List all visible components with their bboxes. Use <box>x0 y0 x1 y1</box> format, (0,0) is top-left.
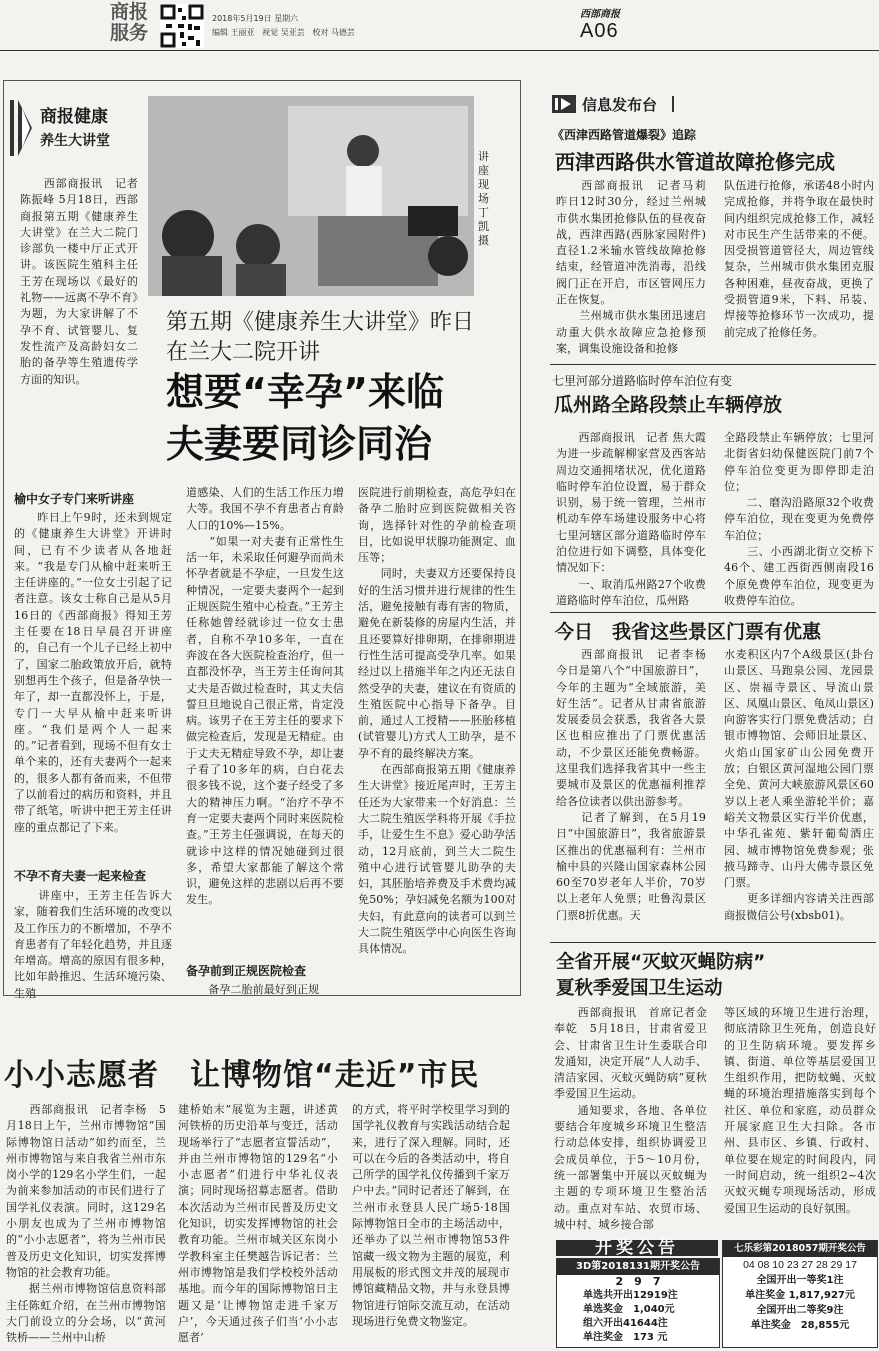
info-section-title: 信息发布台 <box>582 96 658 114</box>
volunteer-col3: 的方式，将平时学校里学习到的国学礼仪教育与实践活动结合起来，进行了深入理解。同时，还可以在今后的各类活动中，将自己所学的国学礼仪传播到千家万户中去。”同时记者还了解到，在兰州市永登县人民广场5·18国际博物馆日全市的主场活动中，还举办了以兰州市博物馆53件馆藏一级文物为主题的展览，利用展板的形式图文并茂的展现市博馆藏精品文物，并与永登县博物馆进行馆际交流互动，在活动现场进行免费文物鉴定。 <box>352 1103 510 1328</box>
weekday-text: 星期六 <box>274 14 299 23</box>
article2-kicker: 七里河部分道路临时停车泊位有变 <box>552 374 733 388</box>
article2-text-right: 全路段禁止车辆停放；七里河北街省妇幼保健医院门前7个停车泊位变更为即停即走泊位； 二、磨沟沿路原32个收费停车泊位，现在变更为免费停车泊位； 三、小西湖北街立交桥下46个、建工西街西侧南段16个原免费停车泊位，现变更为收费停车泊位。 <box>724 431 874 607</box>
col1-text-2: 讲座中，王芳主任告诉大家，随着我们生活环境的改变以及工作压力的不断增加，不孕不育患者有了年轻化趋势，并且逐年增高。增高的原因有很多种，比如年龄推迟、生活环境污染、生殖 <box>14 889 172 1000</box>
kicker-line2: 在兰大二院开讲 <box>166 340 321 365</box>
article4-headline <box>556 950 765 1002</box>
article1-text-left: 西部商报讯 记者马莉 昨日12时30分，经过兰州城市供水集团抢修队伍的昼夜奋战，西津西路(西脉家园附件)直径1.2米输水管线故障抢修结束，经管道冲洗消毒，沿线阀门正在开启，市区管网压力正在恢复。 兰州城市供水集团迅速启动重大供水故障应急抢修预案，调集设施设备和抢修 <box>556 179 706 355</box>
lottery-qlc-line-1: 全国开出一等奖1注 <box>756 1275 844 1286</box>
lottery-qlc-line-3: 全国开出二等奖9注 <box>756 1305 844 1316</box>
lottery-3d-header: 3D第2018131期开奖公告 <box>557 1259 719 1275</box>
article1-kicker: 《西津西路管道爆裂》追踪 <box>552 128 697 142</box>
col2-text-1: 道感染、人们的生活工作压力增大等。我国不孕不育患者占育龄人口的10%—15%。 “如果一对夫妻有正常性生活一年，未采取任何避孕而尚未怀孕者就是不孕症，一旦发生这种情况，一定要夫妻两个一起到正规医院生殖中心检查。”王芳主任称她曾经就诊过一位女士患者，自称不孕10多年，一直在奔波在各大医院检查治疗，但一直都没怀孕，当王芳主任询问其丈夫是否做过检查时，其丈夫信誓旦旦地说自己很正常，肯定没病。该男子在王芳主任的要求下做完检查后，发现是无精症。由于丈夫无精症导致不孕，却让妻子看了10多年的病，白白花去很多钱不说，这个妻子经受了多大的精神压力啊。“治疗不孕不育一定要夫妻两个同时来医院检查。”王芳主任强调说，在每天的就诊中这样的情况她碰到过很多，希望大家都能了解这个常识，避免这样的悲剧以后再不要发生。 <box>186 486 344 907</box>
headline-line2: 夫妻要同诊同治 <box>166 422 433 466</box>
article1-headline: 西津西路供水管道故障抢修完成 <box>555 150 835 174</box>
play-arrow-icon <box>552 95 576 113</box>
article2-headline: 瓜州路全路段禁止车辆停放 <box>554 394 783 416</box>
article1-text-right: 队伍进行抢修，承诺48小时内完成抢修，并将争取在最快时间内组织完成抢修工作，减轻对市民生产生活带来的不便。因受损管道管径大，周边管线复杂，兰州城市供水集团克服各种困难，昼夜奋战，更换了受损管道9米，下料、吊装、焊接等抢修环节一次成功，提前完成了抢修任务。 <box>724 179 874 339</box>
col1-text-1: 昨日上午9时，还未到规定的《健康养生大讲堂》开讲时间，已有不少读者从各地赶来。“我是专门从榆中赶来听王主任讲座的。”一位女士引起了记者注意。该女士称自己是从5月16日的《西部商报》得知王芳主任要在18日早晨召开讲座的，自己有一个儿子已经上初中了，国家二胎政策放开后，就特别想再生个孩子，但是备孕快一年了，却一直都没怀上，于是，专门一大早从榆中赶来听讲座。“我们是两个人一起来的。”记者看到，现场不但有女士单个来的，还有夫妻两个一起来的，很多人都有备而来，不但带了以前看过的病历和资料，并且带了纸笔，听讲中把王芳主任讲座的重点都记了下来。 <box>14 511 172 834</box>
col1-subhead-2: 不孕不育夫妻一起来检查 <box>14 869 147 883</box>
article4-text-left: 西部商报讯 首席记者金奉乾 5月18日，甘肃省爱卫会、甘肃省卫生计生委联合印发通知，决定开展“人人动手、清洁家园、灭蚊灭蝇防病”夏秋季爱国卫生运动。 通知要求，各地、各单位要结合年度城乡环境卫生整洁行动总体安排，组织协调爱卫会成员单位，于5～10月份，统一部署集中开展以灭蚊蝇为主题的专项环境卫生整治活动。重点对车站、农贸市场、城中村、城乡接合部 <box>554 1006 707 1231</box>
section-name-line2: 服务 <box>110 22 149 44</box>
issue-date <box>212 13 298 24</box>
column-tag-subtitle: 养生大讲堂 <box>40 133 110 149</box>
article3-text-right: 水麦积区内7个A级景区(卦台山景区、马跑泉公园、龙园景区、崇福寺景区、导流山景区、凤凰山景区、龟凤山景区)向游客实行门票免费活动；白银市博物馆、会师旧址景区、火焰山国家矿山公园免费开放；白银区黄河湿地公园门票全免、黄河大峡旅游风景区60岁以上老人乘坐游轮半价；嘉峪关文物景区实行半价优惠，中华孔雀苑、紫轩葡萄酒庄园、城市博物馆免费参观；张掖马蹄寺、山丹大佛寺景区免门票。 更多详细内容请关注西部商报微信公号(xbsb01)。 <box>724 648 874 922</box>
masthead-rule <box>0 50 879 51</box>
lottery-3d-line-1: 单选共开出12919注 <box>583 1290 678 1301</box>
article2-text-left: 西部商报讯 记者 焦大霞 为进一步疏解柳家营及西客站周边交通拥堵状况，优化道路临时停车泊位设置，易于群众识别，易于统一管理，兰州市机动车停车场建设服务中心将七里河辖区部分道路临时停车泊位进行如下调整，具体变化情况如下： 一、取消瓜州路27个收费道路临时停车泊位，瓜州路 <box>556 431 706 607</box>
lottery-3d-table <box>556 1258 720 1348</box>
lottery-3d-numbers: 2 9 7 <box>615 1275 661 1288</box>
article3-text-left: 西部商报讯 记者李杨 今日是第八个“中国旅游日”，今年的主题为“全域旅游，美好生活”。记者从甘肃省旅游发展委员会获悉，我省各大景区也相应推出了门票优惠活动，不少景区还能免费畅游。这里我们选择我省其中一些主要城市及景区的优惠福利推荐给各位读者以供出游参考。 记者了解到，在5月19日“中国旅游日”，我省旅游景区推出的优惠福利有：兰州市榆中县的兴隆山国家森林公园60至70岁老年人半价，70岁以上老年人免票；吐鲁沟景区门票8折优惠。天 <box>556 648 706 922</box>
column-arrow-icon <box>10 100 36 156</box>
date-text: 2018年5月19日 <box>212 14 272 23</box>
lottery-qlc-line-4: 单注奖金 28,855元 <box>750 1320 850 1331</box>
col2-text-2: 备孕二胎前最好到正规 <box>186 983 320 996</box>
article1-divider <box>550 364 876 365</box>
lottery-3d-line-4: 单注奖金 173 元 <box>583 1332 668 1343</box>
lottery-qlc-line-2: 单注奖金 1,817,927元 <box>745 1290 855 1301</box>
lecture-photo <box>148 96 474 296</box>
photo-caption: 讲座现场 丁凯 摄 <box>478 150 489 247</box>
lottery-qlc-header: 七乐彩第2018057期开奖公告 <box>723 1241 877 1257</box>
lottery-3d-line-3: 组六开出41644注 <box>583 1318 668 1329</box>
headline-line1: 想要“幸孕”来临 <box>166 370 444 414</box>
col3-text: 医院进行前期检查，高危孕妇在备孕二胎时应到医院做相关咨询，选择针对性的孕前检查项目，比如说甲状腺功能测定、血压等； 同时，夫妻双方还要保持良好的生活习惯并进行规律的性生活，避免接触有毒有害的物质，避免在新装修的房屋内生活，并且还要算好排卵期，在排卵期进行性生活可提高受孕几率。如果经过以上措施半年之内还无法自然受孕的夫妻，建议在有资质的生殖医院中心指导下备孕。目前，通过人工授精——胚胎移植(试管婴儿)方式人工助孕，是不孕不育的最终解决方案。 在西部商报第五期《健康养生大讲堂》接近尾声时，王芳主任还为大家带来一个好消息：兰大二院生殖医学科将开展《手拉手，让爱生生不息》爱心助孕活动，12月底前，到兰大二院生殖中心进行试管婴儿助孕的夫妇，其胚胎培养费及手术费均减免50%；孕妇减免名额为100对夫妇，有此意向的读者可以到兰大二院生殖医学中心向医生咨询具体情况。 <box>358 486 516 956</box>
page-number: A06 <box>580 20 619 42</box>
lottery-qlc-numbers: 04 08 10 23 27 28 29 17 <box>743 1259 857 1271</box>
volunteer-headline: 小小志愿者 让博物馆“走近”市民 <box>4 1058 480 1093</box>
article3-divider <box>550 942 876 943</box>
col2-subhead: 备孕前到正规医院检查 <box>186 964 307 978</box>
column-tag <box>10 100 130 156</box>
info-title-divider <box>672 96 674 112</box>
lottery-title: 开奖公告 <box>595 1238 679 1258</box>
lottery-3d-line-2: 单选奖金 1,040元 <box>583 1304 675 1315</box>
article4-text-right: 等区域的环境卫生进行治理，彻底清除卫生死角，创造良好的卫生防病环境。要发挥乡镇、街道、单位等基层爱国卫生组织作用，把防蚊蝇、灭蚊蝇的环境治理措施落实到每个社区、单位和家庭，动员群众开展家庭卫生大扫除。各市州、县市区、乡镇、行政村、单位要在规定的时间段内，同一时间启动，统一组织2~4次灭蚊灭蝇专项现场活动，形成爱国卫生运动的良好氛围。 <box>724 1006 876 1215</box>
feature-headline <box>166 366 444 470</box>
col1-subhead-1: 榆中女子专门来听讲座 <box>14 492 135 506</box>
article3-headline: 今日 我省这些景区门票有优惠 <box>555 621 822 643</box>
feature-kicker <box>166 308 474 368</box>
kicker-line1: 第五期《健康养生大讲堂》昨日 <box>166 310 475 335</box>
staff-credits: 编辑 王丽亚 视觉 吴亚芸 校对 马德芸 <box>212 28 355 37</box>
lottery-qlc-table <box>722 1240 878 1348</box>
feature-intro: 西部商报讯 记者 陈振峰 5月18日，西部商报第五期《健康养生大讲堂》在兰大二院门诊部负一楼中厅正式开讲。该医院生殖科主任王芳在现场以《最好的礼物——远离不孕不育》为题，为大家讲解了不孕不育、试管婴儿、复发性流产及高龄妇女二胎的备孕等生殖遗传学方面的知识。 <box>20 177 138 386</box>
paper-logo: 西部商报 <box>580 9 620 20</box>
article2-divider <box>550 612 876 613</box>
qr-code-icon <box>160 4 204 48</box>
info-section-header <box>552 94 852 114</box>
section-name-line1: 商报 <box>110 1 149 23</box>
article4-headline-line1: 全省开展“灭蚊灭蝇防病” <box>556 952 766 973</box>
article4-headline-line2: 夏秋季爱国卫生运动 <box>556 978 723 999</box>
volunteer-col2: 建桥始末”展览为主题，讲述黄河铁桥的历史沿革与变迁，活动现场举行了“志愿者宣誓活动”，并由兰州市博物馆的129名“小小志愿者”们进行中华礼仪表演；同时现场招募志愿者。借助本次活动为兰州市民普及历史文化知识，切实发挥博物馆的社会教育功能。兰州市城关区东岗小学教科室主任樊越告诉记者：兰州市博物馆是我们学校校外活动基地。而今年的国际博物馆日主题又是‘让博物馆走进千家万户’，今天通过孩子们当‘小小志愿者’ <box>178 1103 338 1345</box>
volunteer-col1: 西部商报讯 记者李杨 5月18日上午，兰州市博物馆“国际博物馆日活动”如约而至，兰州市博物馆与来自我省兰州市东岗小学的129名小学生们，一起为前来参加活动的市民们进行了国学礼仪表演。同时，这129名小朋友也成为了兰州市博物馆的“小小志愿者”，将为兰州市民普及历史文化知识，切实发挥博物馆的社会教育功能。 据兰州市博物馆信息资料部主任陈虹介绍，在兰州市博物馆大门前设立的分会场，以“黄河铁桥——兰州中山桥 <box>6 1103 166 1345</box>
section-name <box>110 2 148 44</box>
column-tag-title: 商报健康 <box>40 107 108 127</box>
